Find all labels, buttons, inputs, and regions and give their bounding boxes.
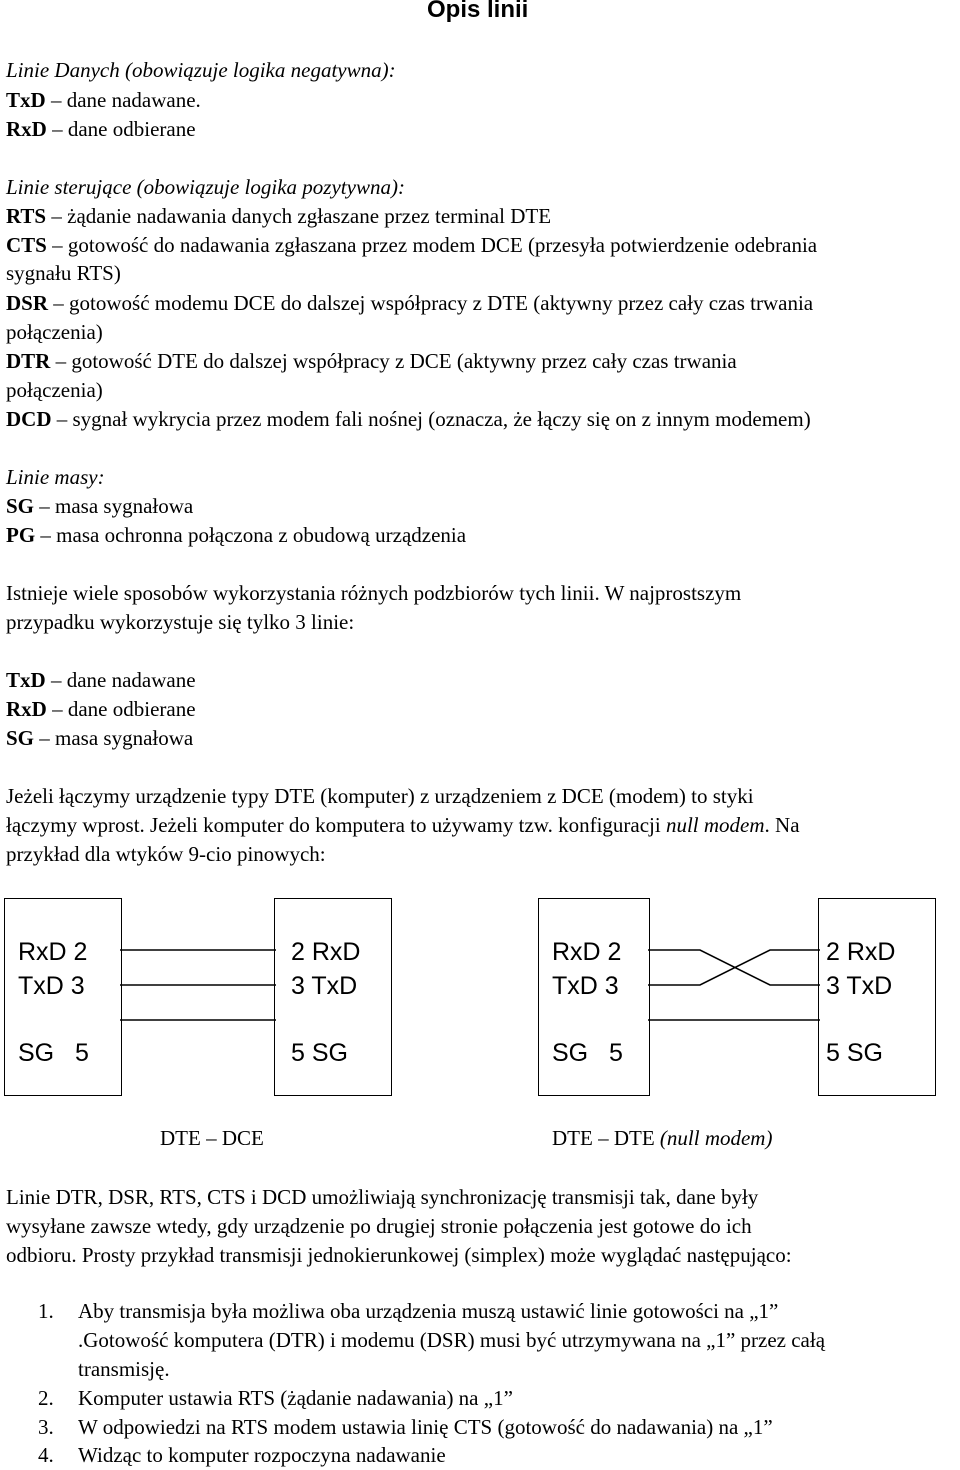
- line-name: SG: [6, 494, 35, 518]
- step-number: 2.: [38, 1386, 54, 1410]
- null-modem-term: null modem: [665, 813, 765, 837]
- line-desc: – masa sygnałowa: [39, 494, 194, 518]
- text-segment: . Na: [764, 813, 800, 837]
- line-name: RxD: [6, 117, 47, 141]
- line-desc: – żądanie nadawania danych zgłaszane przez terminal DTE: [51, 204, 552, 228]
- line-name: DTR: [6, 349, 51, 373]
- line-desc: – dane nadawane: [50, 668, 196, 692]
- line-name: SG: [6, 726, 35, 750]
- step-number: 3.: [38, 1415, 54, 1439]
- pin-label: 3 TxD: [291, 972, 358, 1000]
- pin-label: 5 SG: [291, 1039, 348, 1067]
- line-desc: – gotowość DTE do dalszej współpracy z DCE (aktywny przez cały czas trwania: [55, 349, 737, 373]
- paragraph-usage-1: Istnieje wiele sposobów wykorzystania różnych podzbiorów tych linii. W najprostszym: [6, 581, 742, 605]
- step-text: Aby transmisja była możliwa oba urządzenia muszą ustawić linie gotowości na „1”: [78, 1299, 779, 1323]
- paragraph-connection-3: przykład dla wtyków 9-cio pinowych:: [6, 842, 326, 866]
- data-lines-heading: Linie Danych (obowiązuje logika negatywna):: [6, 58, 396, 82]
- pin-label: TxD 3: [18, 972, 85, 1000]
- pin-label: 2 RxD: [291, 938, 361, 966]
- paragraph-sync-1: Linie DTR, DSR, RTS, CTS i DCD umożliwiają synchronizację transmisji tak, dane były: [6, 1185, 759, 1209]
- line-dtr-cont: połączenia): [6, 378, 103, 402]
- line-desc: – masa sygnałowa: [39, 726, 194, 750]
- line-desc: – dane nadawane.: [50, 88, 201, 112]
- line-dsr-cont: połączenia): [6, 320, 103, 344]
- step-text: Komputer ustawia RTS (żądanie nadawania) na „1”: [78, 1386, 513, 1410]
- line-desc: – gotowość modemu DCE do dalszej współpracy z DTE (aktywny przez cały czas trwania: [53, 291, 814, 315]
- paragraph-usage-2: przypadku wykorzystuje się tylko 3 linie:: [6, 610, 355, 634]
- line-cts-cont: sygnału RTS): [6, 261, 121, 285]
- paragraph-sync-2: wysyłane zawsze wtedy, gdy urządzenie po drugiej stronie połączenia jest gotowe do ich: [6, 1214, 752, 1238]
- pin-label: TxD 3: [552, 972, 619, 1000]
- step-number: 1.: [38, 1299, 54, 1323]
- pin-label: 5 SG: [826, 1039, 883, 1067]
- control-lines-heading: Linie sterujące (obowiązuje logika pozytywna):: [6, 175, 405, 199]
- pin-label: 3 TxD: [826, 972, 893, 1000]
- ground-lines-heading: Linie masy:: [6, 465, 105, 489]
- text-segment: DTE – DTE: [552, 1126, 660, 1150]
- line-name: TxD: [6, 88, 46, 112]
- line-name: PG: [6, 523, 36, 547]
- line-name: CTS: [6, 233, 47, 257]
- line-desc: – dane odbierane: [52, 697, 196, 721]
- pin-label: 2 RxD: [826, 938, 896, 966]
- pin-label: SG 5: [18, 1039, 89, 1067]
- paragraph-sync-3: odbioru. Prosty przykład transmisji jednokierunkowej (simplex) może wyglądać następująco:: [6, 1243, 792, 1267]
- line-name: RxD: [6, 697, 47, 721]
- wire-cross-2: [648, 950, 820, 985]
- step-text: .Gotowość komputera (DTR) i modemu (DSR) musi być utrzymywana na „1” przez całą: [78, 1328, 826, 1352]
- line-desc: – gotowość do nadawania zgłaszana przez modem DCE (przesyła potwierdzenie odebrania: [52, 233, 818, 257]
- text-segment: łączymy wprost. Jeżeli komputer do komputera to używamy tzw. konfiguracji: [6, 813, 666, 837]
- step-text: transmisję.: [78, 1357, 170, 1381]
- pin-label: RxD 2: [552, 938, 622, 966]
- step-number: 4.: [38, 1443, 54, 1467]
- diagram-caption-left: DTE – DCE: [160, 1126, 264, 1150]
- line-name: DCD: [6, 407, 52, 431]
- line-desc: – sygnał wykrycia przez modem fali nośnej (oznacza, że łączy się on z innym modemem): [56, 407, 811, 431]
- line-desc: – masa ochronna połączona z obudową urządzenia: [40, 523, 467, 547]
- pin-label: RxD 2: [18, 938, 88, 966]
- line-desc: – dane odbierane: [52, 117, 196, 141]
- step-text: Widząc to komputer rozpoczyna nadawanie: [78, 1443, 446, 1467]
- pin-label: SG 5: [552, 1039, 623, 1067]
- null-modem-term: (null modem): [659, 1126, 773, 1150]
- diagram-caption-right: [552, 1126, 772, 1151]
- line-name: RTS: [6, 204, 47, 228]
- paragraph-connection-1: Jeżeli łączymy urządzenie typy DTE (komputer) z urządzeniem z DCE (modem) to styki: [6, 784, 754, 808]
- step-text: W odpowiedzi na RTS modem ustawia linię CTS (gotowość do nadawania) na „1”: [78, 1415, 773, 1439]
- line-name: DSR: [6, 291, 49, 315]
- line-name: TxD: [6, 668, 46, 692]
- page-title: Opis linii: [427, 0, 529, 23]
